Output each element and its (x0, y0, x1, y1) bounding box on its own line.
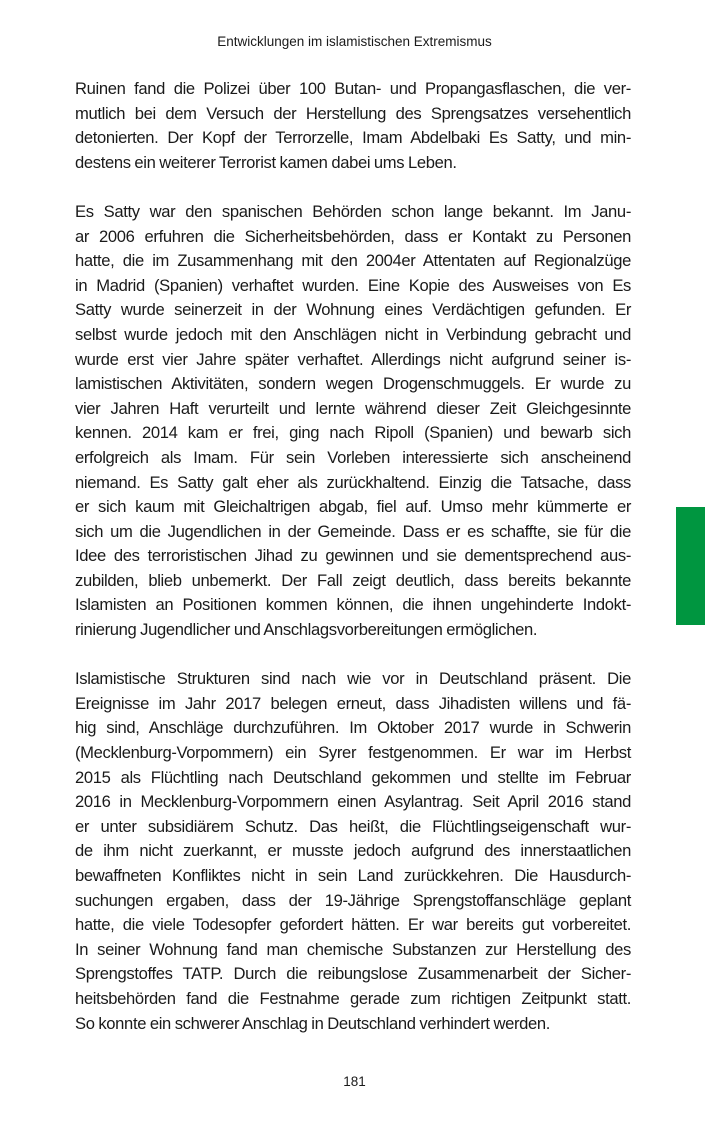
text-line: hig sind, Anschläge durchzuführen. Im Oktober 2017 wurde in Schwerin (75, 718, 631, 738)
text-line: er sich kaum mit Gleichaltrigen abgab, fiel auf. Umso mehr kümmerte er (75, 497, 631, 517)
text-line: hatte, die viele Todesopfer gefordert hätten. Er war bereits gut vorbereitet. (75, 915, 631, 935)
text-line: hatte, die im Zusammenhang mit den 2004er Attentaten auf Regionalzüge (75, 251, 631, 271)
text-line: sich um die Jugendlichen in der Gemeinde. Dass er es schaffte, sie für die (75, 521, 631, 541)
text-line: 2015 als Flüchtling nach Deutschland gekommen und stellte im Februar (75, 767, 631, 787)
text-line: In seiner Wohnung fand man chemische Substanzen zur Herstellung des (75, 939, 631, 959)
text-line: erfolgreich als Imam. Für sein Vorleben interessierte sich anscheinend (75, 447, 631, 467)
paragraph-2 (75, 200, 631, 643)
text-line: bewaffneten Konfliktes nicht in sein Land zurückkehren. Die Hausdurch- (75, 866, 631, 885)
text-line: Islamisten an Positionen kommen können, die ihnen ungehinderte Indokt- (75, 595, 631, 615)
text-line: destens ein weiterer Terrorist kamen dabei ums Leben. (75, 152, 457, 172)
text-line: Es Satty war den spanischen Behörden schon lange bekannt. Im Janu- (75, 201, 631, 221)
text-line: wurde erst vier Jahre später verhaftet. Allerdings nicht aufgrund seiner is- (75, 349, 631, 369)
text-line: zubilden, blieb unbemerkt. Der Fall zeigt deutlich, dass bereits bekannte (75, 570, 631, 590)
text-line: vier Jahren Haft verurteilt und lernte während dieser Zeit Gleichgesinnte (75, 398, 631, 418)
page-number: 181 (343, 1074, 366, 1089)
text-line: So konnte ein schwerer Anschlag in Deutschland verhindert werden. (75, 1013, 551, 1033)
text-line: niemand. Es Satty galt eher als zurückhaltend. Einzig die Tatsache, dass (75, 472, 631, 492)
text-line: de ihm nicht zuerkannt, er musste jedoch aufgrund des innerstaatlichen (75, 841, 631, 861)
text-line: 2016 in Mecklenburg-Vorpommern einen Asylantrag. Seit April 2016 stand (75, 792, 631, 812)
text-line: Sprengstoffes TATP. Durch die reibungslose Zusammenarbeit der Sicher- (75, 964, 631, 984)
text-line: mutlich bei dem Versuch der Herstellung des Sprengsatzes versehentlich (75, 103, 631, 123)
text-line: kennen. 2014 kam er frei, ging nach Ripoll (Spanien) und bewarb sich (75, 423, 631, 443)
text-line: Islamistische Strukturen sind nach wie vor in Deutschland präsent. Die (75, 669, 631, 689)
text-line: detonierten. Der Kopf der Terrorzelle, Imam Abdelbaki Es Satty, und min- (75, 128, 631, 148)
text-line: Ereignisse im Jahr 2017 belegen erneut, dass Jihadisten willens und fä- (75, 693, 631, 713)
text-line: heitsbehörden fand die Festnahme gerade zum richtigen Zeitpunkt statt. (75, 988, 631, 1008)
text-line: lamistischen Aktivitäten, sondern wegen Drogenschmuggels. Er wurde zu (75, 374, 631, 394)
text-line: (Mecklenburg-Vorpommern) ein Syrer festgenommen. Er war im Herbst (75, 743, 631, 763)
text-line: rinierung Jugendlicher und Anschlagsvorbereitungen ermöglichen. (75, 620, 538, 640)
text-line: er unter subsidiärem Schutz. Das heißt, die Flüchtlingseigenschaft wur- (75, 816, 631, 836)
body-text (75, 77, 631, 1061)
text-line: suchungen ergaben, dass der 19-Jährige Sprengstoffanschläge geplant (75, 890, 631, 910)
text-line: Ruinen fand die Polizei über 100 Butan- und Propangasflaschen, die ver- (75, 79, 631, 98)
text-line: ar 2006 erfuhren die Sicherheitsbehörden, dass er Kontakt zu Personen (75, 226, 631, 246)
text-line: Satty wurde seinerzeit in der Wohnung eines Verdächtigen gefunden. Er (75, 300, 631, 320)
paragraph-3 (75, 667, 631, 1036)
text-line: in Madrid (Spanien) verhaftet wurden. Eine Kopie des Ausweises von Es (75, 275, 631, 295)
text-line: selbst wurde jedoch mit den Anschlägen nicht in Verbindung gebracht und (75, 324, 631, 344)
text-line: Idee des terroristischen Jihad zu gewinnen und sie dementsprechend aus- (75, 546, 631, 566)
paragraph-1 (75, 77, 631, 175)
running-header: Entwicklungen im islamistischen Extremismus (217, 34, 492, 49)
chapter-thumb-tab (676, 507, 705, 625)
